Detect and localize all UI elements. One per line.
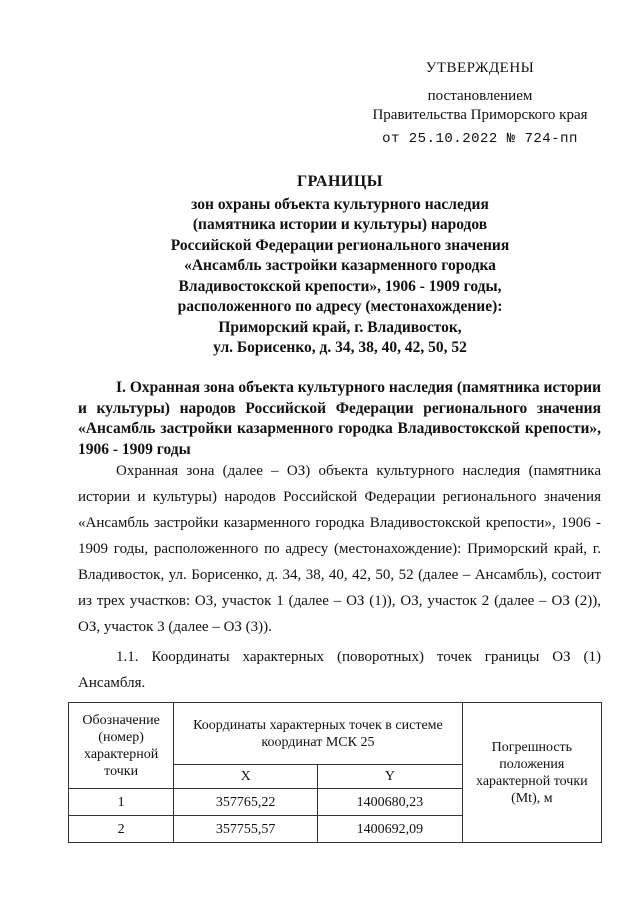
cell-y: 1400692,09 [318, 816, 463, 843]
heading-line: «Ансамбль застройки казарменного городка [184, 257, 496, 274]
header-x: X [174, 765, 318, 789]
heading-line: расположенного по адресу (местонахождение): [177, 298, 503, 315]
approval-stamp: от 25.10.2022 № 724-пп [382, 131, 578, 147]
cell-x: 357765,22 [174, 789, 318, 816]
heading-line: Приморский край, г. Владивосток, [218, 318, 462, 336]
heading-line: Владивостокской крепости», 1906 - 1909 годы, [178, 277, 502, 295]
heading-line: (памятника истории и культуры) народов [192, 216, 488, 233]
heading-line: Российской Федерации регионального значения [170, 236, 510, 254]
cell-x: 357755,57 [174, 816, 318, 843]
header-y: Y [318, 765, 463, 789]
section-title: I. Охранная зона объекта культурного наследия (памятника истории и культуры) народов Российской Федерации регионального значения «Ансамбль застройки казарменного городка Владивостокской крепости», 1906 - 1909 годы [78, 379, 601, 458]
cell-point-number: 1 [69, 789, 174, 816]
heading-line: ул. Борисенко, д. 34, 38, 40, 42, 50, 52 [213, 339, 467, 356]
cell-point-number: 2 [69, 816, 174, 843]
approval-line-1: постановлением [427, 88, 533, 104]
paragraph-coordinates-intro: 1.1. Координаты характерных (поворотных) точек границы ОЗ (1) Ансамбля. [78, 649, 601, 691]
heading-title: ГРАНИЦЫ [296, 173, 383, 190]
header-error: Погрешность положения характерной точки (Mt), м [462, 703, 601, 843]
table-header-row [69, 703, 602, 765]
heading-line: зон охраны объекта культурного наследия [191, 195, 489, 213]
paragraph-description: Охранная зона (далее – ОЗ) объекта культурного наследия (памятника истории и культуры) народов Российской Федерации регионального значения «Ансамбль застройки казарменного городка Владивостокской крепости», 1906 - 1909 годы, расположенного по адресу (местонахождение): Приморский край, г. Владивосток, ул. Борисенко, д. 34, 38, 40, 42, 50, 52 (далее – Ансамбль), состоит из трех участков: ОЗ, участок 1 (далее – ОЗ (1)), ОЗ, участок 2 (далее – ОЗ (2)), ОЗ, участок 3 (далее – ОЗ (3)). [78, 463, 601, 635]
document-heading [60, 172, 620, 359]
header-coordinates: Координаты характерных точек в системе координат МСК 25 [174, 703, 462, 765]
header-point-number: Обозначение (номер) характерной точки [69, 703, 174, 789]
approval-block [360, 60, 600, 147]
approval-title: УТВЕРЖДЕНЫ [425, 60, 535, 76]
approval-line-2: Правительства Приморского края [372, 107, 588, 123]
cell-y: 1400680,23 [318, 789, 463, 816]
coordinates-table [68, 702, 602, 843]
